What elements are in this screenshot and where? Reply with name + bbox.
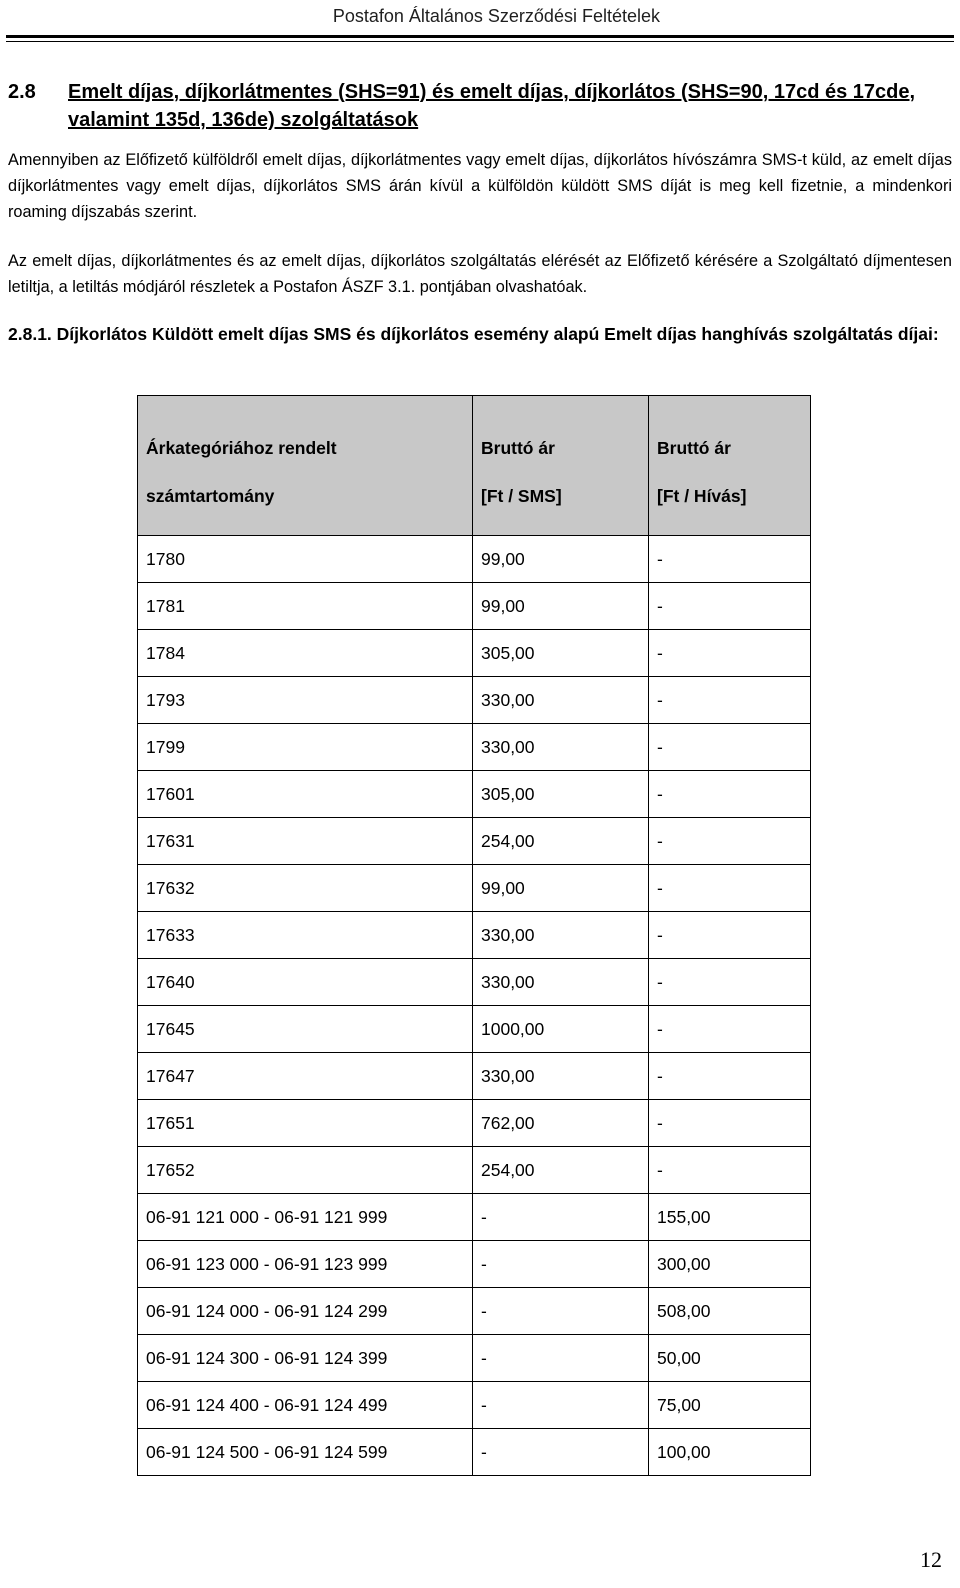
cell-price-call: 508,00 <box>649 1288 811 1335</box>
table-row <box>138 771 811 818</box>
paragraph-blocking: Az emelt díjas, díjkorlátmentes és az emelt díjas, díjkorlátos szolgáltatás elérését az Előfizető kérésére a Szolgáltató díjmentesen letiltja, a letiltás módjáról részletek a Postafon ÁSZF 3.1. pontjában olvashatóak. <box>8 252 952 296</box>
document-header-title: Postafon Általános Szerződési Feltételek <box>332 6 660 26</box>
cell-price-call: - <box>649 1053 811 1100</box>
table-row <box>138 1147 811 1194</box>
header-number-range <box>138 396 473 536</box>
cell-number-range: 17631 <box>138 818 473 865</box>
cell-price-sms: 254,00 <box>473 818 649 865</box>
cell-price-sms: - <box>473 1429 649 1476</box>
table-row <box>138 818 811 865</box>
cell-price-call: - <box>649 912 811 959</box>
cell-price-call: 50,00 <box>649 1335 811 1382</box>
cell-price-call: - <box>649 1006 811 1053</box>
cell-price-call: 100,00 <box>649 1429 811 1476</box>
cell-price-sms: - <box>473 1382 649 1429</box>
cell-price-sms: - <box>473 1335 649 1382</box>
cell-price-sms: 330,00 <box>473 1053 649 1100</box>
section-heading <box>8 78 948 134</box>
table-header-row <box>138 396 811 536</box>
cell-number-range: 06-91 124 500 - 06-91 124 599 <box>138 1429 473 1476</box>
table-row <box>138 1006 811 1053</box>
cell-price-sms: - <box>473 1194 649 1241</box>
table-row <box>138 912 811 959</box>
cell-price-call: - <box>649 677 811 724</box>
table-row <box>138 865 811 912</box>
cell-price-call: - <box>649 959 811 1006</box>
cell-price-call: 300,00 <box>649 1241 811 1288</box>
table-row <box>138 1194 811 1241</box>
cell-number-range: 06-91 124 400 - 06-91 124 499 <box>138 1382 473 1429</box>
cell-price-sms: 99,00 <box>473 865 649 912</box>
cell-price-sms: 254,00 <box>473 1147 649 1194</box>
section-number: 2.8 <box>8 81 36 103</box>
cell-number-range: 1793 <box>138 677 473 724</box>
cell-price-sms: 330,00 <box>473 959 649 1006</box>
cell-number-range: 17645 <box>138 1006 473 1053</box>
price-table <box>137 395 811 1476</box>
cell-number-range: 17652 <box>138 1147 473 1194</box>
header-price-sms-line2: [Ft / SMS] <box>481 485 562 506</box>
table-row <box>138 1053 811 1100</box>
table-row <box>138 959 811 1006</box>
table-row <box>138 1335 811 1382</box>
cell-price-sms: - <box>473 1288 649 1335</box>
header-number-range-line2: számtartomány <box>146 485 275 506</box>
cell-number-range: 06-91 121 000 - 06-91 121 999 <box>138 1194 473 1241</box>
cell-number-range: 17601 <box>138 771 473 818</box>
subsection-heading: 2.8.1. Díjkorlátos Küldött emelt díjas SMS és díjkorlátos esemény alapú Emelt díjas hanghívás szolgáltatás díjai: <box>8 324 939 344</box>
page-number: 12 <box>920 1547 942 1572</box>
table-row <box>138 1241 811 1288</box>
cell-price-sms: 330,00 <box>473 677 649 724</box>
table-row <box>138 1429 811 1476</box>
cell-price-call: - <box>649 818 811 865</box>
table-row <box>138 583 811 630</box>
price-table-body <box>138 536 811 1476</box>
cell-price-sms: 99,00 <box>473 536 649 583</box>
cell-number-range: 1784 <box>138 630 473 677</box>
cell-price-sms: - <box>473 1241 649 1288</box>
cell-price-call: - <box>649 1147 811 1194</box>
cell-price-sms: 305,00 <box>473 771 649 818</box>
cell-number-range: 1781 <box>138 583 473 630</box>
header-price-call-line2: [Ft / Hívás] <box>657 485 747 506</box>
cell-price-call: - <box>649 724 811 771</box>
cell-number-range: 17647 <box>138 1053 473 1100</box>
table-row <box>138 1288 811 1335</box>
cell-number-range: 1799 <box>138 724 473 771</box>
header-number-range-line1: Árkategóriához rendelt <box>146 437 337 458</box>
table-row <box>138 1100 811 1147</box>
cell-price-sms: 1000,00 <box>473 1006 649 1053</box>
cell-price-call: 75,00 <box>649 1382 811 1429</box>
cell-price-call: - <box>649 583 811 630</box>
header-rule-thin <box>6 41 954 42</box>
table-row <box>138 724 811 771</box>
cell-number-range: 1780 <box>138 536 473 583</box>
cell-price-call: - <box>649 630 811 677</box>
cell-price-sms: 305,00 <box>473 630 649 677</box>
cell-number-range: 17640 <box>138 959 473 1006</box>
cell-price-sms: 99,00 <box>473 583 649 630</box>
cell-number-range: 06-91 124 300 - 06-91 124 399 <box>138 1335 473 1382</box>
table-row <box>138 630 811 677</box>
table-row <box>138 677 811 724</box>
section-title: Emelt díjas, díjkorlátmentes (SHS=91) és emelt díjas, díjkorlátos (SHS=90, 17cd és 17cde, valamint 135d, 136de) szolgáltatások <box>68 81 916 131</box>
cell-price-call: - <box>649 1100 811 1147</box>
header-price-call-line1: Bruttó ár <box>657 437 731 458</box>
header-price-sms <box>473 396 649 536</box>
cell-number-range: 06-91 123 000 - 06-91 123 999 <box>138 1241 473 1288</box>
header-price-sms-line1: Bruttó ár <box>481 437 555 458</box>
cell-price-call: - <box>649 536 811 583</box>
table-row <box>138 1382 811 1429</box>
paragraph-roaming-sms: Amennyiben az Előfizető külföldről emelt díjas, díjkorlátmentes vagy emelt díjas, díjkorlátos hívószámra SMS-t küld, az emelt díjas díjkorlátmentes vagy emelt díjas, díjkorlátos SMS árán kívül a külföldön küldött SMS díját is meg kell fizetnie, a mindenkori roaming díjszabás szerint. <box>8 151 952 221</box>
cell-price-call: 155,00 <box>649 1194 811 1241</box>
header-rule-thick <box>6 35 954 38</box>
cell-number-range: 06-91 124 000 - 06-91 124 299 <box>138 1288 473 1335</box>
table-row <box>138 536 811 583</box>
cell-number-range: 17651 <box>138 1100 473 1147</box>
cell-price-call: - <box>649 865 811 912</box>
cell-price-sms: 330,00 <box>473 724 649 771</box>
cell-number-range: 17633 <box>138 912 473 959</box>
cell-number-range: 17632 <box>138 865 473 912</box>
header-price-call <box>649 396 811 536</box>
cell-price-sms: 762,00 <box>473 1100 649 1147</box>
cell-price-sms: 330,00 <box>473 912 649 959</box>
cell-price-call: - <box>649 771 811 818</box>
